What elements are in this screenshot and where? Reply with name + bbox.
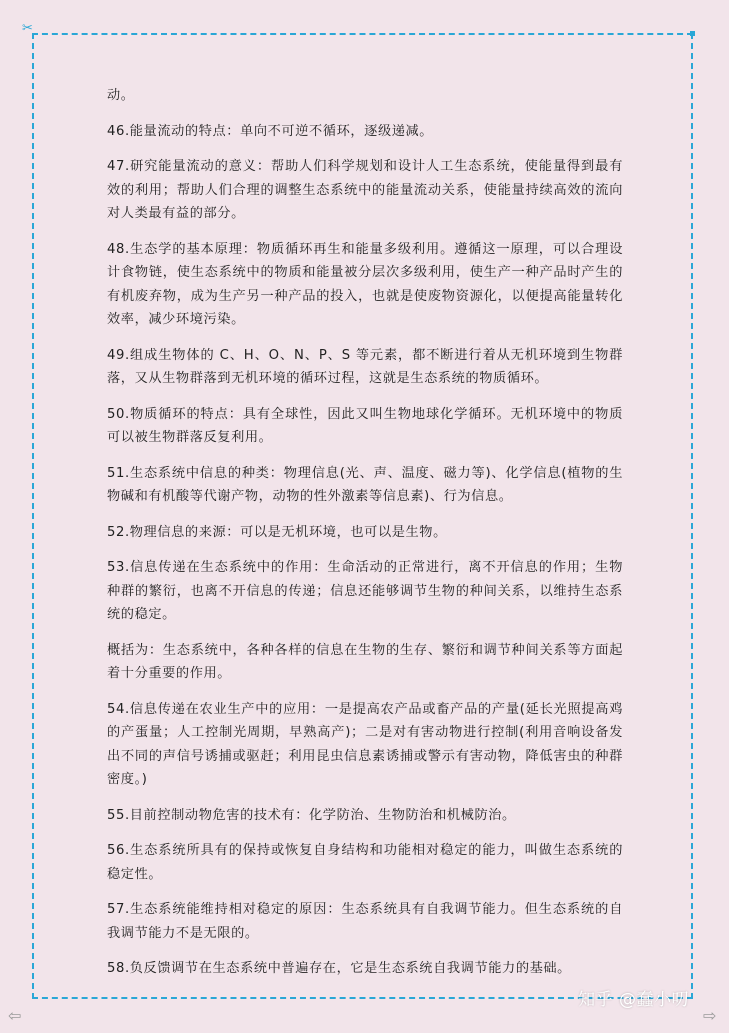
frame-corner-top-right — [690, 31, 695, 36]
paragraph: 54.信息传递在农业生产中的应用：一是提高农产品或畜产品的产量(延长光照提高鸡的产蛋量；人工控制光周期，早熟高产)；二是对有害动物进行控制(利用音响设备发出不同的声信号诱捕或驱赶；利用昆虫信息素诱捕或警示有害动物，降低害虫的种群密度。) — [107, 701, 623, 787]
paragraph: 48.生态学的基本原理：物质循环再生和能量多级利用。遵循这一原理，可以合理设计食物链，使生态系统中的物质和能量被分层次多级利用，使生产一种产品时产生的有机废弃物，成为生产另一种产品的投入，也就是使废物资源化，以便提高能量转化效率，减少环境污染。 — [107, 241, 623, 327]
paragraph: 57.生态系统能维持相对稳定的原因：生态系统具有自我调节能力。但生态系统的自我调节能力不是无限的。 — [107, 902, 623, 941]
paragraph: 47.研究能量流动的意义：帮助人们科学规划和设计人工生态系统，使能量得到最有效的利用；帮助人们合理的调整生态系统中的能量流动关系，使能量持续高效的流向对人类最有益的部分。 — [107, 159, 623, 221]
paragraph: 49.组成生物体的 C、H、O、N、P、S 等元素，都不断进行着从无机环境到生物群落，又从生物群落到无机环境的循环过程，这就是生态系统的物质循环。 — [107, 347, 623, 386]
document-body — [107, 84, 623, 993]
paragraph: 56.生态系统所具有的保持或恢复自身结构和功能相对稳定的能力，叫做生态系统的稳定性。 — [107, 843, 623, 882]
arrow-right-icon[interactable]: ⇨ — [703, 1006, 717, 1025]
paragraph: 46.能量流动的特点：单向不可逆不循环，逐级递减。 — [107, 123, 434, 139]
paragraph: 概括为：生态系统中，各种各样的信息在生物的生存、繁衍和调节种间关系等方面起着十分重要的作用。 — [107, 642, 623, 681]
paragraph: 52.物理信息的来源：可以是无机环境，也可以是生物。 — [107, 524, 447, 540]
watermark: 知乎 @蠢小叨 — [578, 990, 689, 1010]
paragraph: 53.信息传递在生态系统中的作用：生命活动的正常进行，离不开信息的作用；生物种群的繁衍，也离不开信息的传递；信息还能够调节生物的种间关系，以维持生态系统的稳定。 — [107, 560, 623, 622]
scissor-icon: ✂ — [22, 21, 33, 36]
paragraph: 58.负反馈调节在生态系统中普遍存在，它是生态系统自我调节能力的基础。 — [107, 961, 571, 976]
paragraph: 50.物质循环的特点：具有全球性，因此又叫生物地球化学循环。无机环境中的物质可以被生物群落反复利用。 — [107, 406, 623, 445]
paragraph: 55.目前控制动物危害的技术有：化学防治、生物防治和机械防治。 — [107, 807, 516, 823]
arrow-left-icon[interactable]: ⇦ — [8, 1006, 22, 1025]
paragraph: 动。 — [107, 88, 135, 103]
paragraph: 51.生态系统中信息的种类：物理信息(光、声、温度、磁力等)、化学信息(植物的生物碱和有机酸等代谢产物，动物的性外激素等信息素)、行为信息。 — [107, 465, 623, 504]
